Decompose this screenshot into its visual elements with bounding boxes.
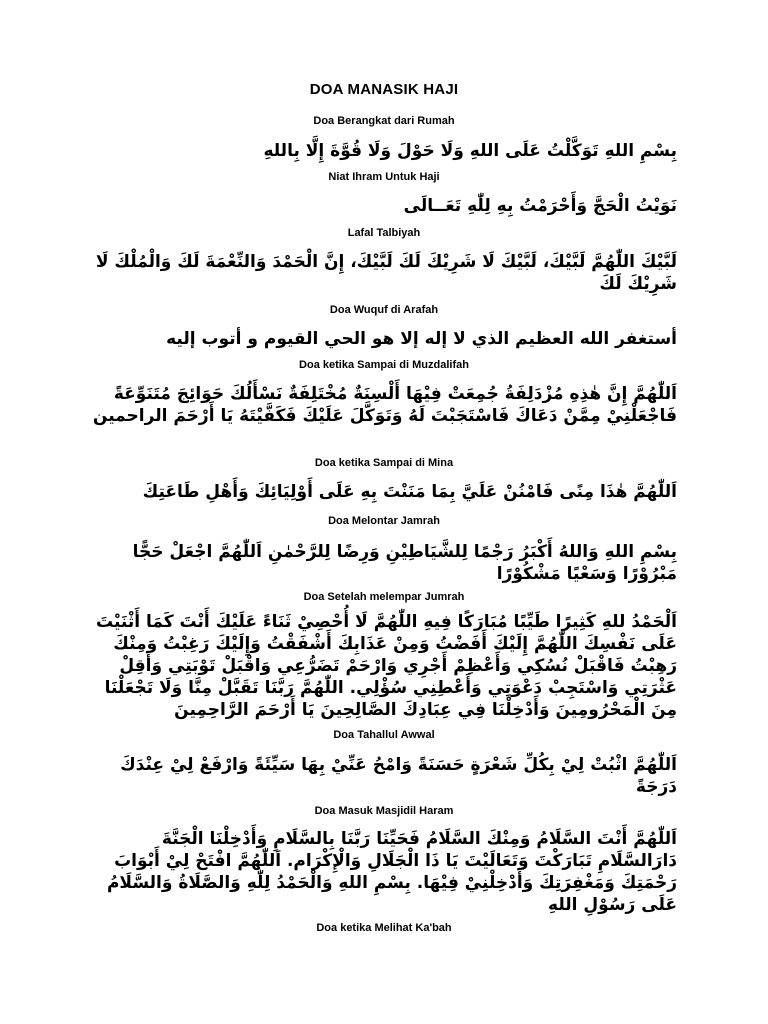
section-text-muzdalifah: اَللّٰهُمَّ إِنَّ هٰذِهِ مُزْدَلِفَةُ جُمِعَتْ فِيْهَا أَلْسِنَةٌ مُخْتَلِفَةٌ نَسْأَلُكَ حَوَائِجَ مُتَنَوِّعَةً فَاجْعَلْنِيْ مِمَّنْ دَعَاكَ فَاسْتَجَبْتَ لَهُ وَتَوَكَّلَ عَلَيْكَ فَكَفَّيْتَهُ يَا أَرْحَمَ الراحمين: [92, 384, 677, 426]
document-title: DOA MANASIK HAJI: [309, 81, 459, 98]
section-heading-muzdalifah: Doa ketika Sampai di Muzdalifah: [299, 359, 469, 371]
section-heading-niat-ihram: Niat Ihram Untuk Haji: [328, 171, 440, 183]
section-text-masjidil-haram: اَللّٰهُمَّ أَنْتَ السَّلَامُ وَمِنْكَ السَّلَامُ فَحَيِّنَا رَبَّنَا بِالسَّلَامِ وَأَدْخِلْنَا الْجَنَّةَ دَارَالسَّلَامِ تَبَارَكْتَ وَتَعَالَيْتَ يَا ذَا الْجَلَالِ وَالْإِكْرَام. اَللّٰهُمَّ افْتَحْ لِيْ أَبْوَابَ رَحْمَتِكَ وَمَغْفِرَتِكَ وَأَدْخِلْنِيْ فِيْهَا. بِسْمِ اللهِ وَالْحَمْدُ لِلّٰهِ وَالصَّلَاةُ وَالسَّلَامُ عَلَى رَسُوْلِ اللهِ: [106, 829, 677, 915]
section-text-mina: اَللّٰهُمَّ هٰذَا مِنًى فَامْنُنْ عَلَيَّ بِمَا مَنَنْتَ بِهِ عَلَى أَوْلِيَائِكَ وَأَهْلِ طَاعَتِكَ: [142, 482, 677, 502]
section-heading-wuquf: Doa Wuquf di Arafah: [329, 304, 439, 316]
section-heading-tahallul: Doa Tahallul Awwal: [333, 729, 435, 741]
section-text-talbiyah: لَبَّيْكَ اللّٰهُمَّ لَبَّيْكَ، لَبَّيْكَ لَا شَرِيْكَ لَكَ لَبَّيْكَ، إِنَّ الْحَمْدَ وَالنِّعْمَةَ لَكَ وَالْمُلْكَ لَا شَرِيْكَ لَكَ: [95, 252, 677, 294]
section-text-tahallul: اَللّٰهُمَّ اثْبُتْ لِيْ بِكُلِّ شَعْرَةٍ حَسَنَةً وَامْحُ عَنِّيْ بِهَا سَيِّئَةً وَارْفَعْ لِيْ عِنْدَكَ دَرَجَةً: [120, 755, 677, 797]
section-heading-berangkat: Doa Berangkat dari Rumah: [313, 115, 455, 127]
section-heading-setelah-jumrah: Doa Setelah melempar Jumrah: [303, 591, 465, 603]
section-text-berangkat: بِسْمِ اللهِ تَوَكَّلْتُ عَلَى اللهِ وَلَا حَوْلَ وَلَا قُوَّةَ إِلَّا بِاللهِ: [263, 141, 677, 161]
section-text-niat-ihram: نَوَيْتُ الْحَجَّ وَأَحْرَمْتُ بِهِ لِلّٰهِ تَعَــالَى: [403, 196, 677, 216]
section-text-setelah-jumrah: اَلْحَمْدُ للهِ كَثِيرًا طَيِّبًا مُبَارَكًا فِيهِ اللّٰهُمَّ لَا أُحْصِيْ ثَنَاءً عَلَيْكَ أَنْتَ كَمَا أَثْنَيْتَ عَلَى نَفْسِكَ اللّٰهُمَّ إِلَيْكَ أَفَضْتُ وَمِنْ عَذَابِكَ أَشْفَقْتُ وَإِلَيْكَ رَغِبْتُ وَمِنْكَ رَهِبْتُ فَاقْبَلْ نُسُكِي وَأَعْظِمْ أَجْرِي وَارْحَمْ تَضَرُّعِي وَاقْبَلْ تَوْبَتِي وَأَقِلْ عَثْرَتِي وَاسْتَجِبْ دَعْوَتِي وَأَعْطِنِي سُؤْلِي. اللّٰهُمَّ رَبَّنَا تَقَبَّلْ مِنَّا وَلَا تَجْعَلْنَا مِنَ الْمَحْرُومِينَ وَأَدْخِلْنَا فِي عِبَادِكَ الصَّالِحِينَ يَا أَرْحَمَ الرَّاحِمِينَ: [95, 612, 677, 720]
section-text-jamrah: بِسْمِ اللهِ وَاللهُ أَكْبَرُ رَجْمًا لِلشَّيَاطِيْنِ وَرِضًا لِلرَّحْمٰنِ اَللّٰهُمَّ اجْعَلْ حَجًّا مَبْرُوْرًا وَسَعْيًا مَشْكُوْرًا: [132, 542, 677, 584]
section-heading-kabah: Doa ketika Melihat Ka'bah: [316, 922, 452, 934]
section-heading-jamrah: Doa Melontar Jamrah: [328, 515, 440, 527]
section-heading-talbiyah: Lafal Talbiyah: [347, 227, 421, 239]
section-heading-mina: Doa ketika Sampai di Mina: [314, 457, 454, 469]
section-heading-masjidil-haram: Doa Masuk Masjidil Haram: [314, 805, 454, 817]
section-text-wuquf: أستغفر الله العظيم الذي لا إله إلا هو الحي القيوم و أتوب إليه: [166, 329, 677, 349]
